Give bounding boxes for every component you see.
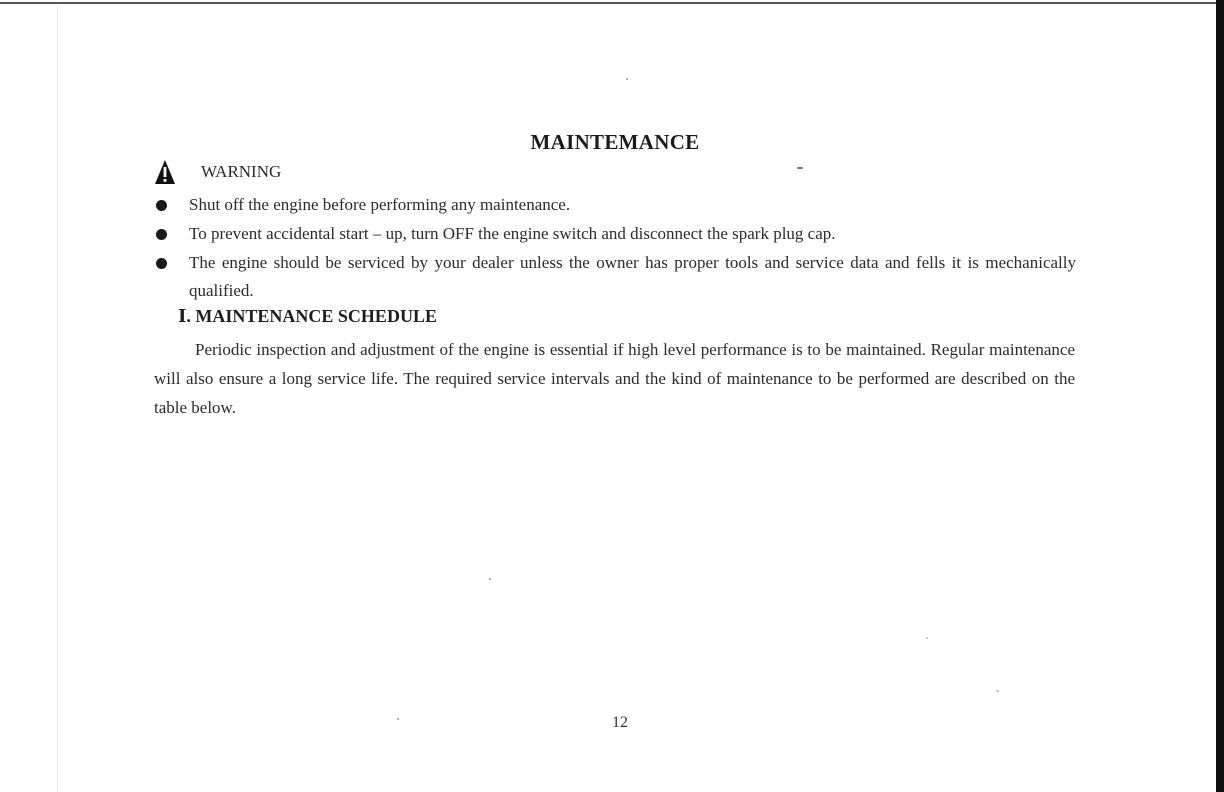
warning-label: WARNING <box>201 162 282 181</box>
warning-text: To prevent accidental start – up, turn OFF the engine switch and disconnect the spark plug cap. <box>189 224 836 243</box>
scan-right-edge <box>1216 0 1224 792</box>
section-heading: Ⅰ. MAINTENANCE SCHEDULE <box>178 306 437 326</box>
scan-speck <box>626 78 628 80</box>
warning-triangle-icon <box>154 159 176 185</box>
bullet-dot-icon <box>156 229 167 240</box>
bullet-dot-icon <box>156 200 167 211</box>
warning-text: The engine should be serviced by your dealer unless the owner has proper tools and service data and fells it is mechanically qualified. <box>189 253 1076 300</box>
warning-text: Shut off the engine before performing any maintenance. <box>189 195 571 214</box>
scan-speck <box>397 718 399 720</box>
bullet-dot-icon <box>156 258 167 269</box>
warning-header <box>154 158 281 186</box>
scan-speck <box>996 690 999 692</box>
scan-speck <box>797 167 803 169</box>
scan-speck <box>489 578 491 580</box>
warning-list-item <box>156 191 1076 219</box>
body-paragraph: Periodic inspection and adjustment of the engine is essential if high level performance is to be maintained. Regular maintenance will also ensure a long service life. The required service intervals and the kind of maintenance to be performed are described on the table below. <box>154 340 1075 417</box>
page-title: MAINTEMANCE <box>530 130 700 154</box>
scan-speck <box>926 637 928 639</box>
warning-list-item <box>156 249 1076 305</box>
warning-list <box>156 191 1076 306</box>
page-number: 12 <box>612 714 628 731</box>
warning-list-item <box>156 220 1076 248</box>
